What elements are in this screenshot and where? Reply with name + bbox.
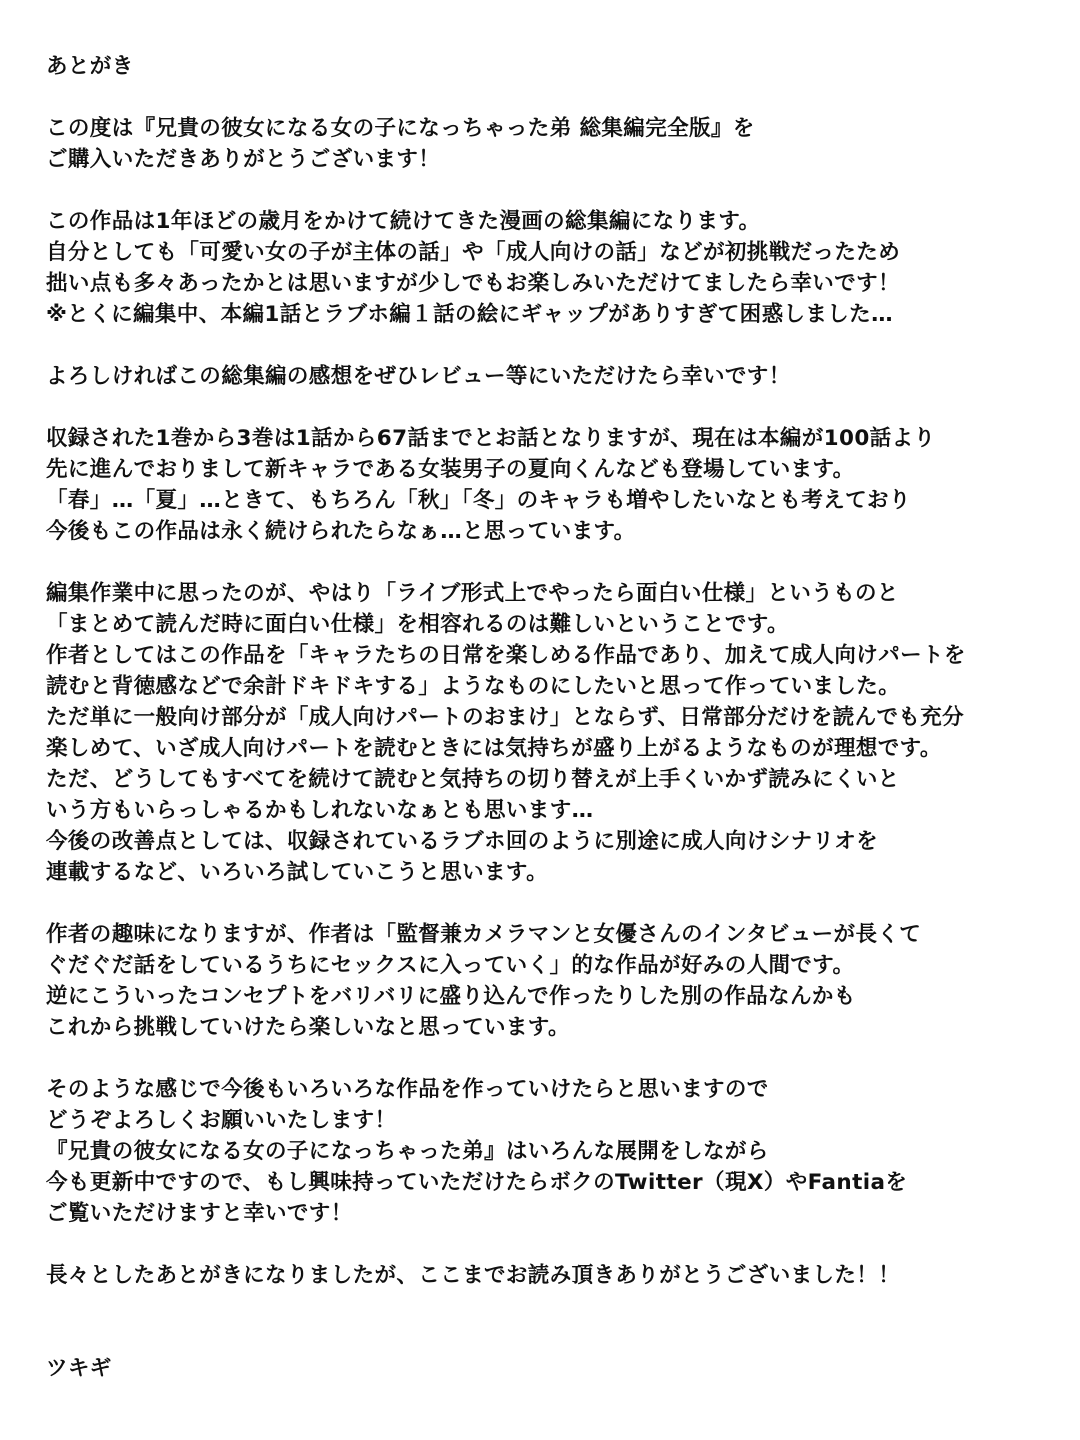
afterword-title: あとがき [46,54,134,79]
text-line: 連載するなど、いろいろ試していこうと思います。 [46,860,548,885]
text-line: 今も更新中ですので、もし興味持っていただけたらボクのTwitter（現X）やFantiaを [46,1170,908,1195]
text-line: 「まとめて読んだ時に面白い仕様」を相容れるのは難しいということです。 [46,612,789,637]
text-line: いう方もいらっしゃるかもしれないなぁとも思います… [46,798,594,823]
text-line: この度は『兄貴の彼女になる女の子になっちゃった弟 総集編完全版』を [46,116,755,141]
text-line: 長々としたあとがきになりましたが、ここまでお読み頂きありがとうございました！！ [46,1263,901,1288]
text-line: 自分としても「可愛い女の子が主体の話」や「成人向けの話」などが初挑戦だったため [46,240,901,265]
paragraph-volumes [46,423,1066,547]
text-line: よろしければこの総集編の感想をぜひレビュー等にいただけたら幸いです！ [46,364,791,389]
text-line: ご購入いただきありがとうございます！ [46,147,441,172]
text-line: 拙い点も多々あったかとは思いますが少しでもお楽しみいただけてましたら幸いです！ [46,271,900,296]
paragraph-thanks [46,113,1066,175]
text-line: 作者の趣味になりますが、作者は「監督兼カメラマンと女優さんのインタビューが長くて [46,922,922,947]
text-line: どうぞよろしくお願いいたします！ [46,1108,397,1133]
text-line: 『兄貴の彼女になる女の子になっちゃった弟』はいろんな展開をしながら [46,1139,769,1164]
paragraph-review-request [46,361,1066,392]
afterword-text [46,51,1066,1384]
author-signature: ツキギ [46,1356,112,1381]
text-line: ただ単に一般向け部分が「成人向けパートのおまけ」とならず、日常部分だけを読んでも充分 [46,705,965,730]
paragraph-author-taste [46,919,1066,1043]
text-line: 編集作業中に思ったのが、やはり「ライブ形式上でやったら面白い仕様」というものと [46,581,899,606]
text-line: これから挑戦していけたら楽しいなと思っています。 [46,1015,570,1040]
text-line: 先に進んでおりまして新キャラである女装男子の夏向くんなども登場しています。 [46,457,855,482]
text-line: 作者としてはこの作品を「キャラたちの日常を楽しめる作品であり、加えて成人向けパートを [46,643,966,668]
text-line: 読むと背徳感などで余計ドキドキする」ようなものにしたいと思って作っていました。 [46,674,901,699]
text-line: ※とくに編集中、本編1話とラブホ編１話の絵にギャップがありすぎて困惑しました… [46,302,893,327]
text-line: 今後もこの作品は永く続けられたらなぁ…と思っています。 [46,519,636,544]
text-line: ご覧いただけますと幸いです！ [46,1201,353,1226]
text-line: 逆にこういったコンセプトをバリバリに盛り込んで作ったりした別の作品なんかも [46,984,856,1009]
text-line: そのような感じで今後もいろいろな作品を作っていけたらと思いますので [46,1077,769,1102]
text-line: ぐだぐだ話をしているうちにセックスに入っていく」的な作品が好みの人間です。 [46,953,855,978]
paragraph-editing-thoughts [46,578,1066,888]
text-line: 収録された1巻から3巻は1話から67話までとお話となりますが、現在は本編が100話より [46,426,936,451]
paragraph-about-work [46,206,1066,330]
text-line: この作品は1年ほどの歳月をかけて続けてきた漫画の総集編になります。 [46,209,761,234]
paragraph-closing [46,1260,1066,1291]
text-line: 「春」…「夏」…ときて、もちろん「秋」「冬」のキャラも増やしたいなとも考えており [46,488,911,513]
text-line: ただ、どうしてもすべてを続けて読むと気持ちの切り替えが上手くいかず読みにくいと [46,767,900,792]
paragraph-future [46,1074,1066,1229]
text-line: 今後の改善点としては、収録されているラブホ回のように別途に成人向けシナリオを [46,829,878,854]
text-line: 楽しめて、いざ成人向けパートを読むときには気持ちが盛り上がるようなものが理想です。 [46,736,942,761]
